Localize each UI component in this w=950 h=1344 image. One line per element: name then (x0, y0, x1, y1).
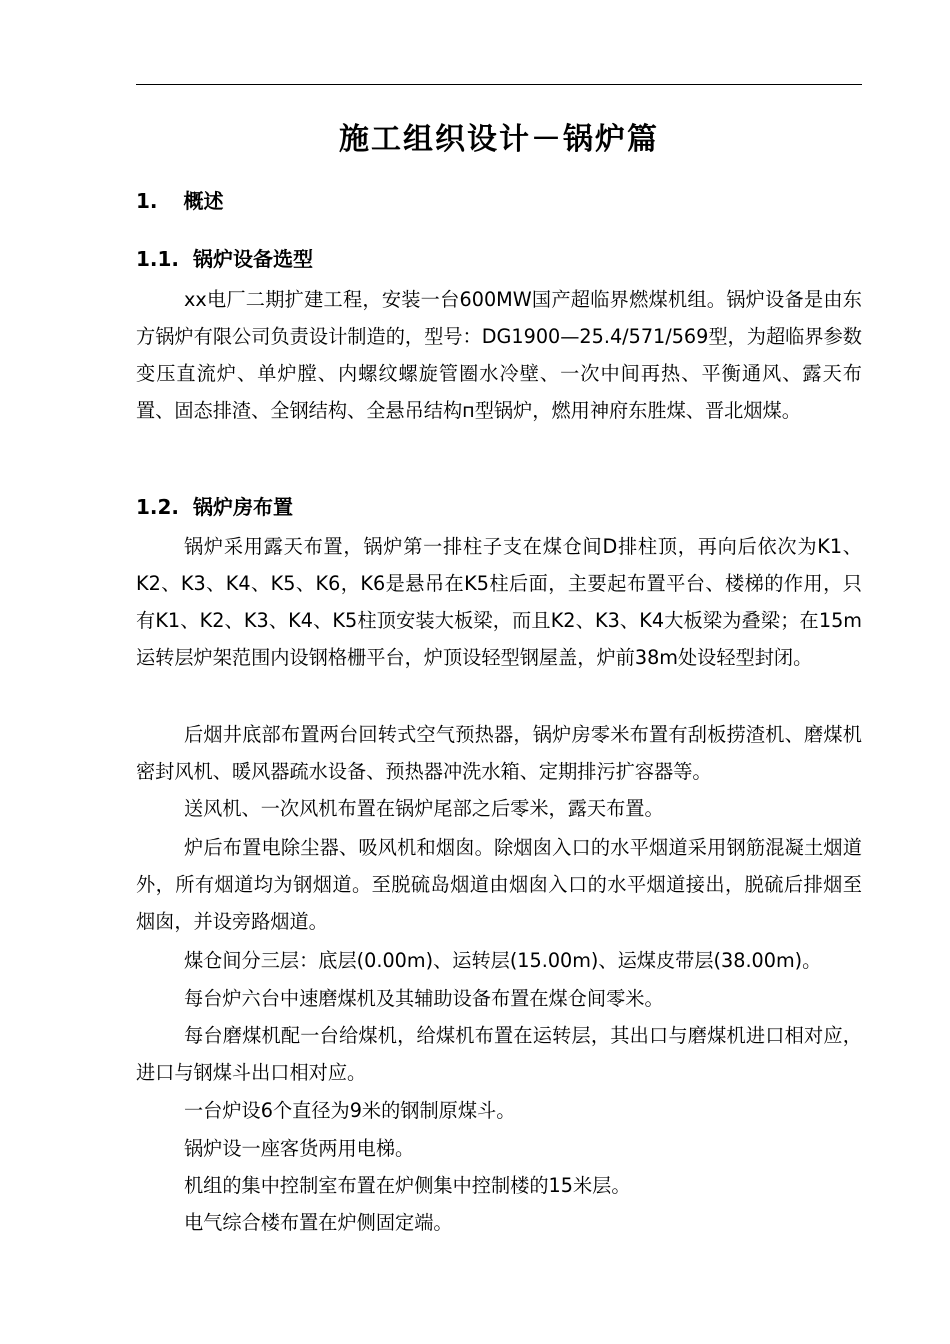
section-1-title: 概述 (183, 189, 224, 213)
paragraph-electrical-building: 电气综合楼布置在炉侧固定端。 (184, 1211, 453, 1234)
paragraph-equipment-selection: xx电厂二期扩建工程，安装一台600MW国产超临界燃煤机组。锅炉设备是由东方锅炉有限公司负责设计制造的，型号：DG1900—25.4/571/569型，为超临界参数变压直流炉、单炉膛、内螺纹螺旋管圈水冷壁、一次中间再热、平衡通风、露天布置、固态排渣、全钢结构、全悬吊结构п型锅炉，燃用神府东胜煤、晋北烟煤。 (136, 288, 862, 422)
section-1-1-number: 1.1. (136, 247, 180, 271)
paragraph-air-preheater: 后烟井底部布置两台回转式空气预热器，锅炉房零米布置有刮板捞渣机、磨煤机密封风机、暖风器疏水设备、预热器冲洗水箱、定期排污扩容器等。 (136, 723, 862, 783)
section-1-2-number: 1.2. (136, 495, 180, 519)
paragraph-control-room: 机组的集中控制室布置在炉侧集中控制楼的15米层。 (184, 1174, 631, 1197)
paragraph-feeders: 每台磨煤机配一台给煤机，给煤机布置在运转层，其出口与磨煤机进口相对应，进口与钢煤斗出口相对应。 (136, 1024, 862, 1084)
header-rule (136, 84, 862, 85)
paragraph-fans: 送风机、一次风机布置在锅炉尾部之后零米，露天布置。 (184, 797, 664, 820)
paragraph-flue-ducts: 炉后布置电除尘器、吸风机和烟囱。除烟囱入口的水平烟道采用钢筋混凝土烟道外，所有烟道均为钢烟道。至脱硫岛烟道由烟囱入口的水平烟道接出，脱硫后排烟至烟囱，并设旁路烟道。 (136, 836, 862, 933)
paragraph-boiler-layout: 锅炉采用露天布置，锅炉第一排柱子支在煤仓间D排柱顶，再向后依次为K1、K2、K3、K4、K5、K6，K6是悬吊在K5柱后面，主要起布置平台、楼梯的作用，只有K1、K2、K3、K4、K5柱顶安装大板梁，而且K2、K3、K4大板梁为叠梁；在15m运转层炉架范围内设钢格栅平台，炉顶设轻型钢屋盖，炉前38m处设轻型封闭。 (136, 535, 862, 669)
section-1-number: 1. (136, 189, 158, 213)
section-1-2-title: 锅炉房布置 (193, 495, 293, 519)
document-title: 施工组织设计－锅炉篇 (339, 122, 659, 157)
section-1-1-title: 锅炉设备选型 (193, 247, 313, 271)
section-1-2-heading (136, 492, 293, 522)
section-1-1-heading (136, 244, 313, 274)
paragraph-coal-bunkers: 一台炉设6个直径为9米的钢制原煤斗。 (184, 1099, 516, 1122)
paragraph-coal-bay-levels: 煤仓间分三层：底层(0.00m)、运转层(15.00m)、运煤皮带层(38.00m)。 (184, 949, 822, 972)
paragraph-mills: 每台炉六台中速磨煤机及其辅助设备布置在煤仓间零米。 (184, 987, 664, 1010)
section-1-heading (136, 186, 223, 216)
paragraph-elevator: 锅炉设一座客货两用电梯。 (184, 1137, 415, 1160)
